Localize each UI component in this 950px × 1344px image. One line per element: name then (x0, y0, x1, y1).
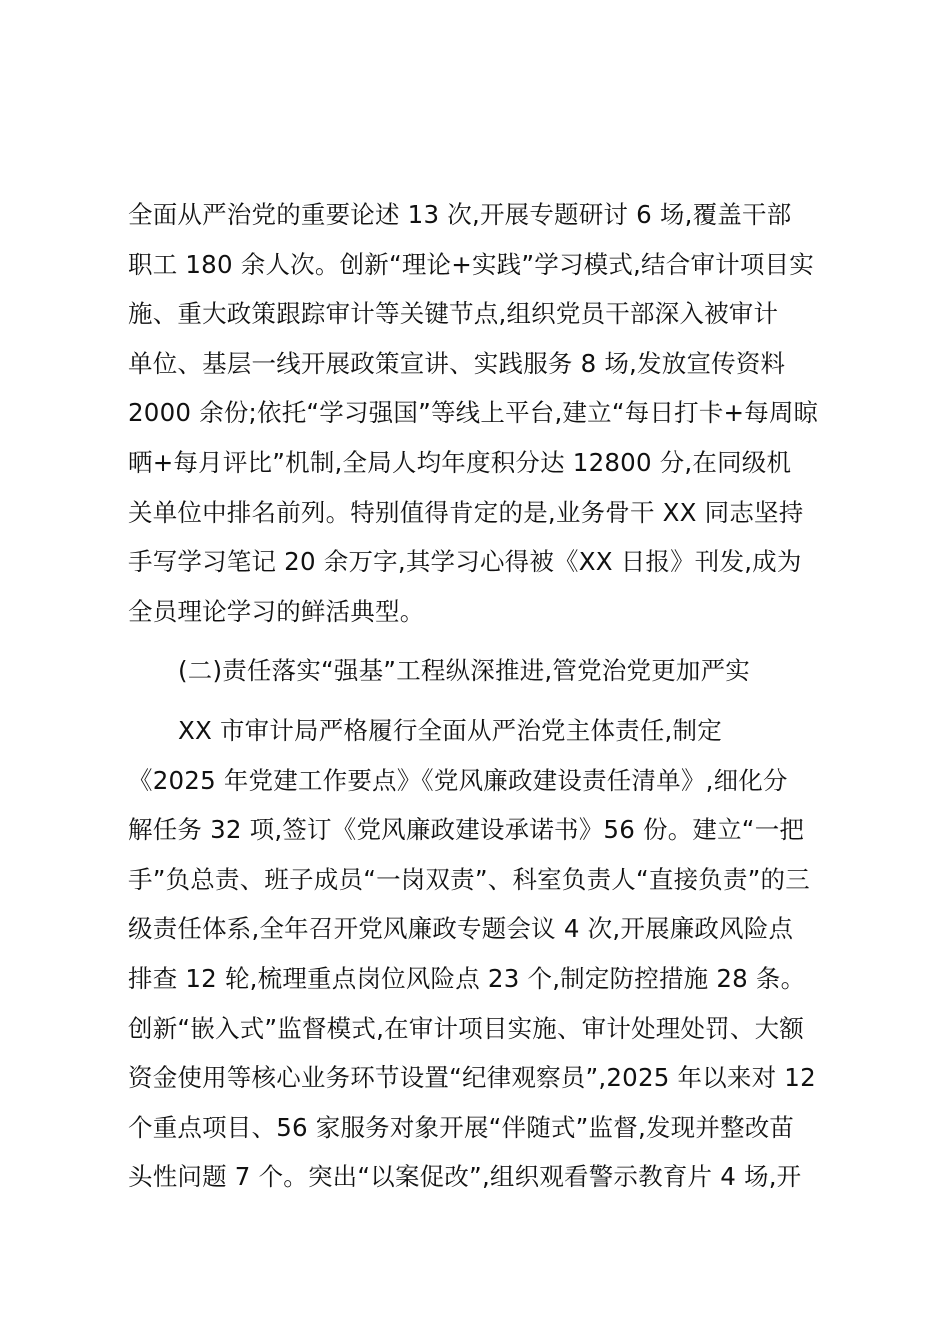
text-line: 全面从严治党的重要论述 13 次,开展专题研讨 6 场,覆盖干部 (128, 200, 792, 229)
paragraph-responsibility (128, 706, 828, 1202)
document-page (128, 190, 828, 1202)
text-line: 关单位中排名前列。特别值得肯定的是,业务骨干 XX 同志坚持 (128, 497, 804, 527)
text-line: 排查 12 轮,梳理重点岗位风险点 23 个,制定防控措施 28 条。 (128, 963, 806, 993)
paragraph-theory-study (128, 190, 828, 636)
text-line: 全员理论学习的鲜活典型。 (128, 596, 425, 626)
text-line: 创新“嵌入式”监督模式,在审计项目实施、审计处理处罚、大额 (128, 1013, 804, 1043)
text-line: 晒+每月评比”机制,全局人均年度积分达 12800 分,在同级机 (128, 447, 792, 477)
text-line: 单位、基层一线开展政策宣讲、实践服务 8 场,发放宣传资料 (128, 348, 786, 378)
text-line: 解任务 32 项,签订《党风廉政建设承诺书》56 份。建立“一把 (128, 815, 805, 845)
text-line: 《2025 年党建工作要点》《党风廉政建设责任清单》,细化分 (128, 765, 788, 795)
text-line: 职工 180 余人次。创新“理论+实践”学习模式,结合审计项目实 (128, 249, 814, 279)
text-line: 施、重大政策跟踪审计等关键节点,组织党员干部深入被审计 (128, 299, 779, 329)
text-line: 手”负总责、班子成员“一岗双责”、科室负责人“直接负责”的三 (128, 864, 810, 894)
text-line: 个重点项目、56 家服务对象开展“伴随式”监督,发现并整改苗 (128, 1112, 795, 1142)
section-heading: (二)责任落实“强基”工程纵深推进,管党治党更加严实 (178, 656, 750, 686)
text-line: 级责任体系,全年召开党风廉政专题会议 4 次,开展廉政风险点 (128, 914, 794, 944)
text-line: 手写学习笔记 20 余万字,其学习心得被《XX 日报》刊发,成为 (128, 547, 802, 577)
text-line: 2000 余份;依托“学习强国”等线上平台,建立“每日打卡+每周晾 (128, 398, 819, 428)
text-line: 资金使用等核心业务环节设置“纪律观察员”,2025 年以来对 12 (128, 1063, 816, 1093)
text-line: 头性问题 7 个。突出“以案促改”,组织观看警示教育片 4 场,开 (128, 1162, 802, 1192)
text-line: XX 市审计局严格履行全面从严治党主体责任,制定 (178, 715, 722, 745)
